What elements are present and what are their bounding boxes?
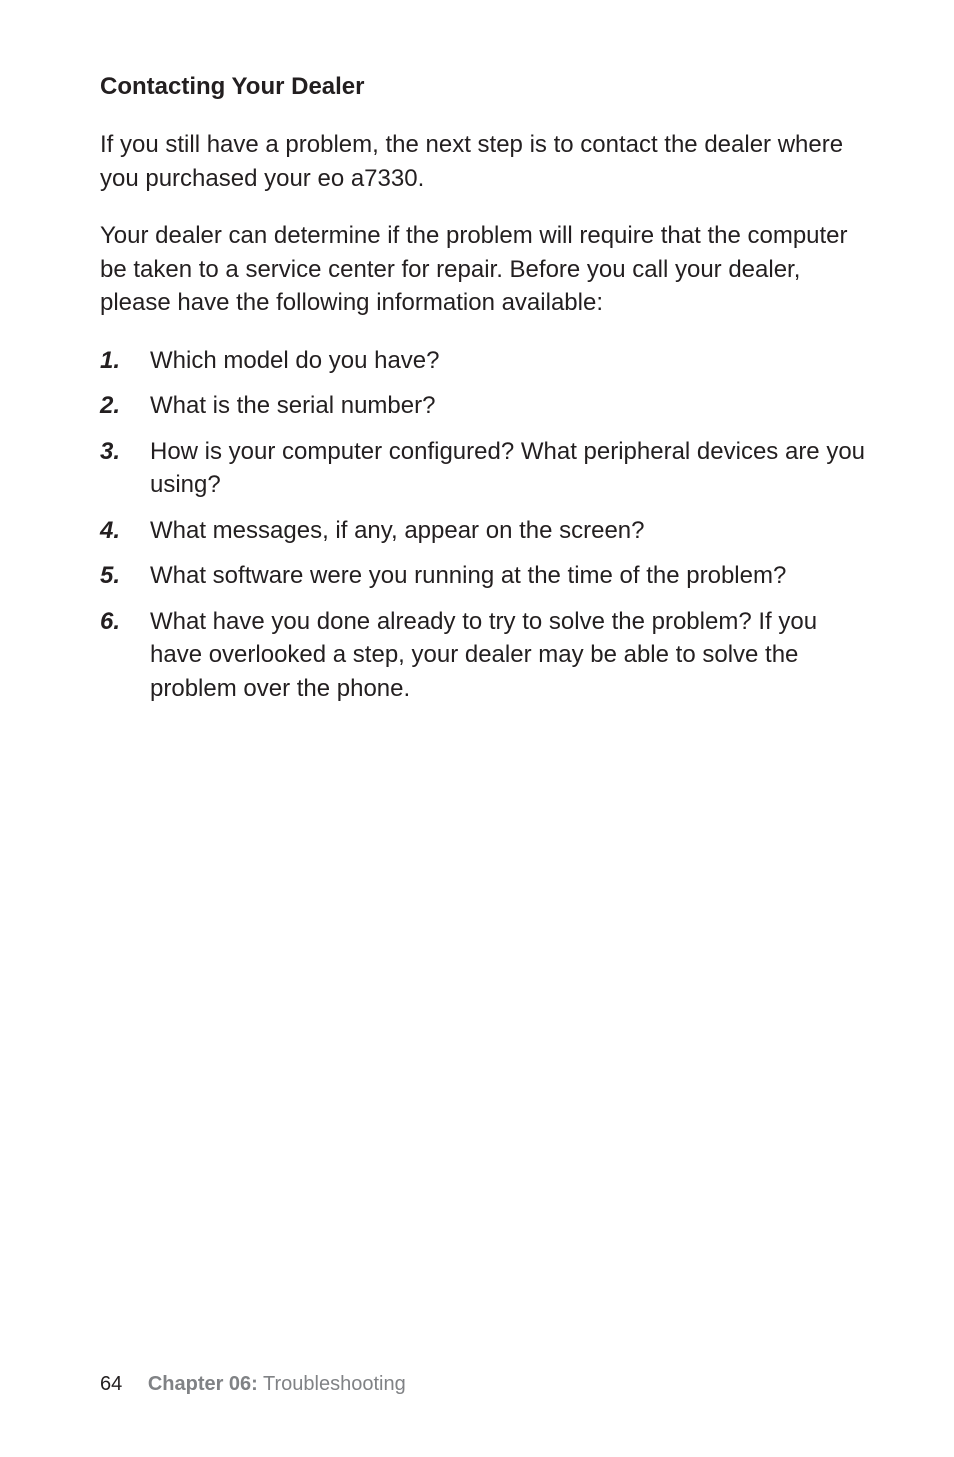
list-item xyxy=(100,605,870,706)
list-item xyxy=(100,514,870,548)
list-item xyxy=(100,435,870,502)
list-item-text: Which model do you have? xyxy=(150,346,440,374)
list-item-number: 1. xyxy=(100,346,121,374)
list-item-text: What messages, if any, appear on the screen? xyxy=(150,516,645,544)
chapter-title: Troubleshooting xyxy=(263,1373,406,1395)
list-item xyxy=(100,559,870,593)
list-item-number: 3. xyxy=(100,437,121,465)
list-item xyxy=(100,344,870,378)
list-item-text: What is the serial number? xyxy=(150,392,436,419)
list-item xyxy=(100,389,870,423)
document-page xyxy=(100,70,870,717)
chapter-label: Chapter 06: xyxy=(147,1373,258,1395)
list-item-number: 4. xyxy=(100,516,121,544)
dealer-paragraph: Your dealer can determine if the problem will require that the computer be taken to a service center for repair. Before you call your dealer, please have the following information available: xyxy=(100,222,848,316)
list-item-number: 5. xyxy=(100,562,121,589)
information-list xyxy=(100,344,870,706)
list-item-text: How is your computer configured? What peripheral devices are you using? xyxy=(150,437,866,498)
list-item-text: What have you done already to try to solve the problem? If you have overlooked a step, your dealer may be able to solve the problem over the phone. xyxy=(150,607,818,702)
section-heading: Contacting Your Dealer xyxy=(100,73,365,100)
list-item-text: What software were you running at the time of the problem? xyxy=(150,562,787,589)
intro-paragraph: If you still have a problem, the next step is to contact the dealer where you purchased your eo a7330. xyxy=(100,131,844,192)
page-number: 64 xyxy=(100,1373,123,1395)
list-item-number: 6. xyxy=(100,607,121,635)
page-footer xyxy=(100,1370,406,1398)
list-item-number: 2. xyxy=(100,392,121,419)
